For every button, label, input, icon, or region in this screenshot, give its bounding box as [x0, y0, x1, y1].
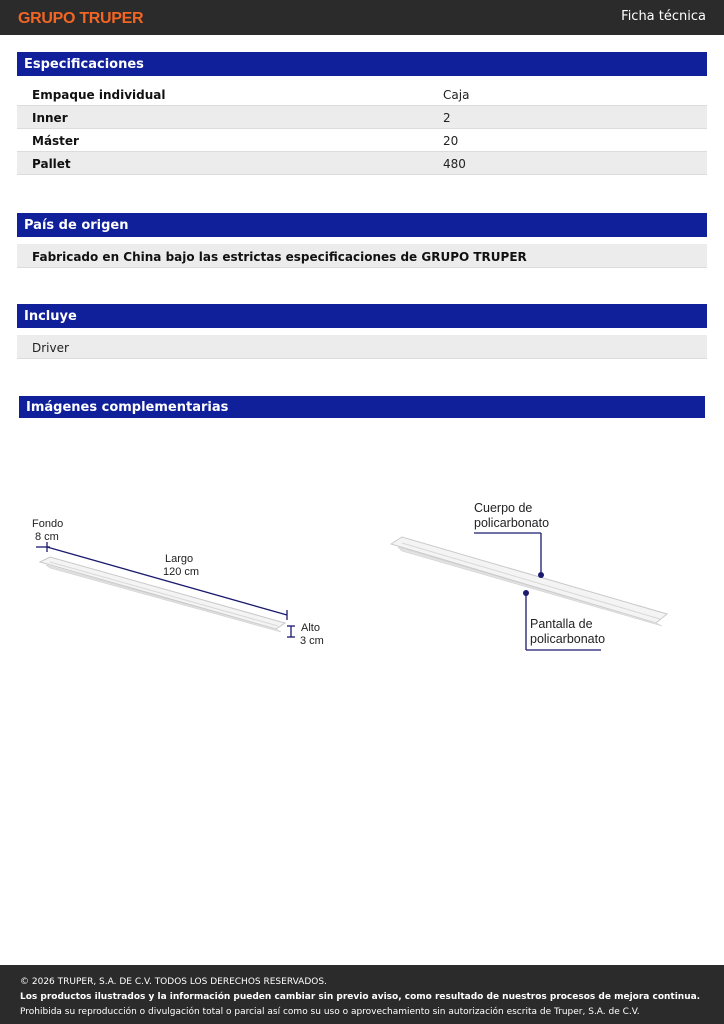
spec-row — [17, 152, 707, 175]
spec-label: Inner — [32, 111, 68, 125]
footer-notice: Los productos ilustrados y la información pueden cambiar sin previo aviso, como resultado de nuestros procesos de mejora continua. — [20, 992, 701, 1002]
spec-row — [17, 106, 707, 129]
specs-section-header: Especificaciones — [17, 52, 707, 76]
footer — [0, 965, 724, 1024]
includes-row — [17, 335, 707, 359]
origin-section-header: País de origen — [17, 213, 707, 237]
spec-label: Pallet — [32, 157, 71, 171]
largo-value: 120 cm — [163, 566, 200, 578]
luminaire-dimension-drawing — [32, 518, 324, 647]
fondo-value: 8 cm — [35, 531, 59, 543]
spec-value: 20 — [443, 134, 459, 148]
pantalla-label-line1: Pantalla de — [530, 617, 593, 631]
origin-row — [17, 244, 707, 268]
spec-label: Empaque individual — [32, 88, 166, 102]
alto-label: Alto — [301, 622, 320, 634]
spec-row — [17, 83, 707, 106]
largo-label: Largo — [165, 553, 194, 565]
images-section-header: Imágenes complementarias — [19, 396, 705, 418]
origin-text: Fabricado en China bajo las estrictas especificaciones de GRUPO TRUPER — [32, 250, 527, 264]
spec-row — [17, 129, 707, 152]
document-type: Ficha técnica — [621, 9, 706, 24]
spec-label: Máster — [32, 134, 79, 148]
spec-value: 2 — [443, 111, 451, 125]
brand-logo: GRUPO TRUPER — [18, 10, 144, 27]
includes-section-header: Incluye — [17, 304, 707, 328]
footer-copyright: © 2026 TRUPER, S.A. DE C.V. TODOS LOS DERECHOS RESERVADOS. — [20, 977, 327, 987]
includes-text: Driver — [32, 341, 69, 355]
luminaire-parts-drawing — [391, 501, 667, 650]
top-bar — [0, 0, 724, 35]
footer-prohibition: Prohibida su reproducción o divulgación total o parcial así como su uso o aprovechamiento sin autorización escrita de Truper, S.A. de C.V. — [20, 1007, 640, 1017]
fondo-label: Fondo — [32, 518, 64, 530]
pantalla-label-line2: policarbonato — [530, 632, 606, 646]
spec-value: Caja — [443, 88, 470, 102]
cuerpo-label-line2: policarbonato — [474, 516, 550, 530]
alto-value: 3 cm — [300, 635, 324, 647]
product-figure — [0, 480, 724, 670]
cuerpo-label-line1: Cuerpo de — [474, 501, 533, 515]
spec-value: 480 — [443, 157, 466, 171]
